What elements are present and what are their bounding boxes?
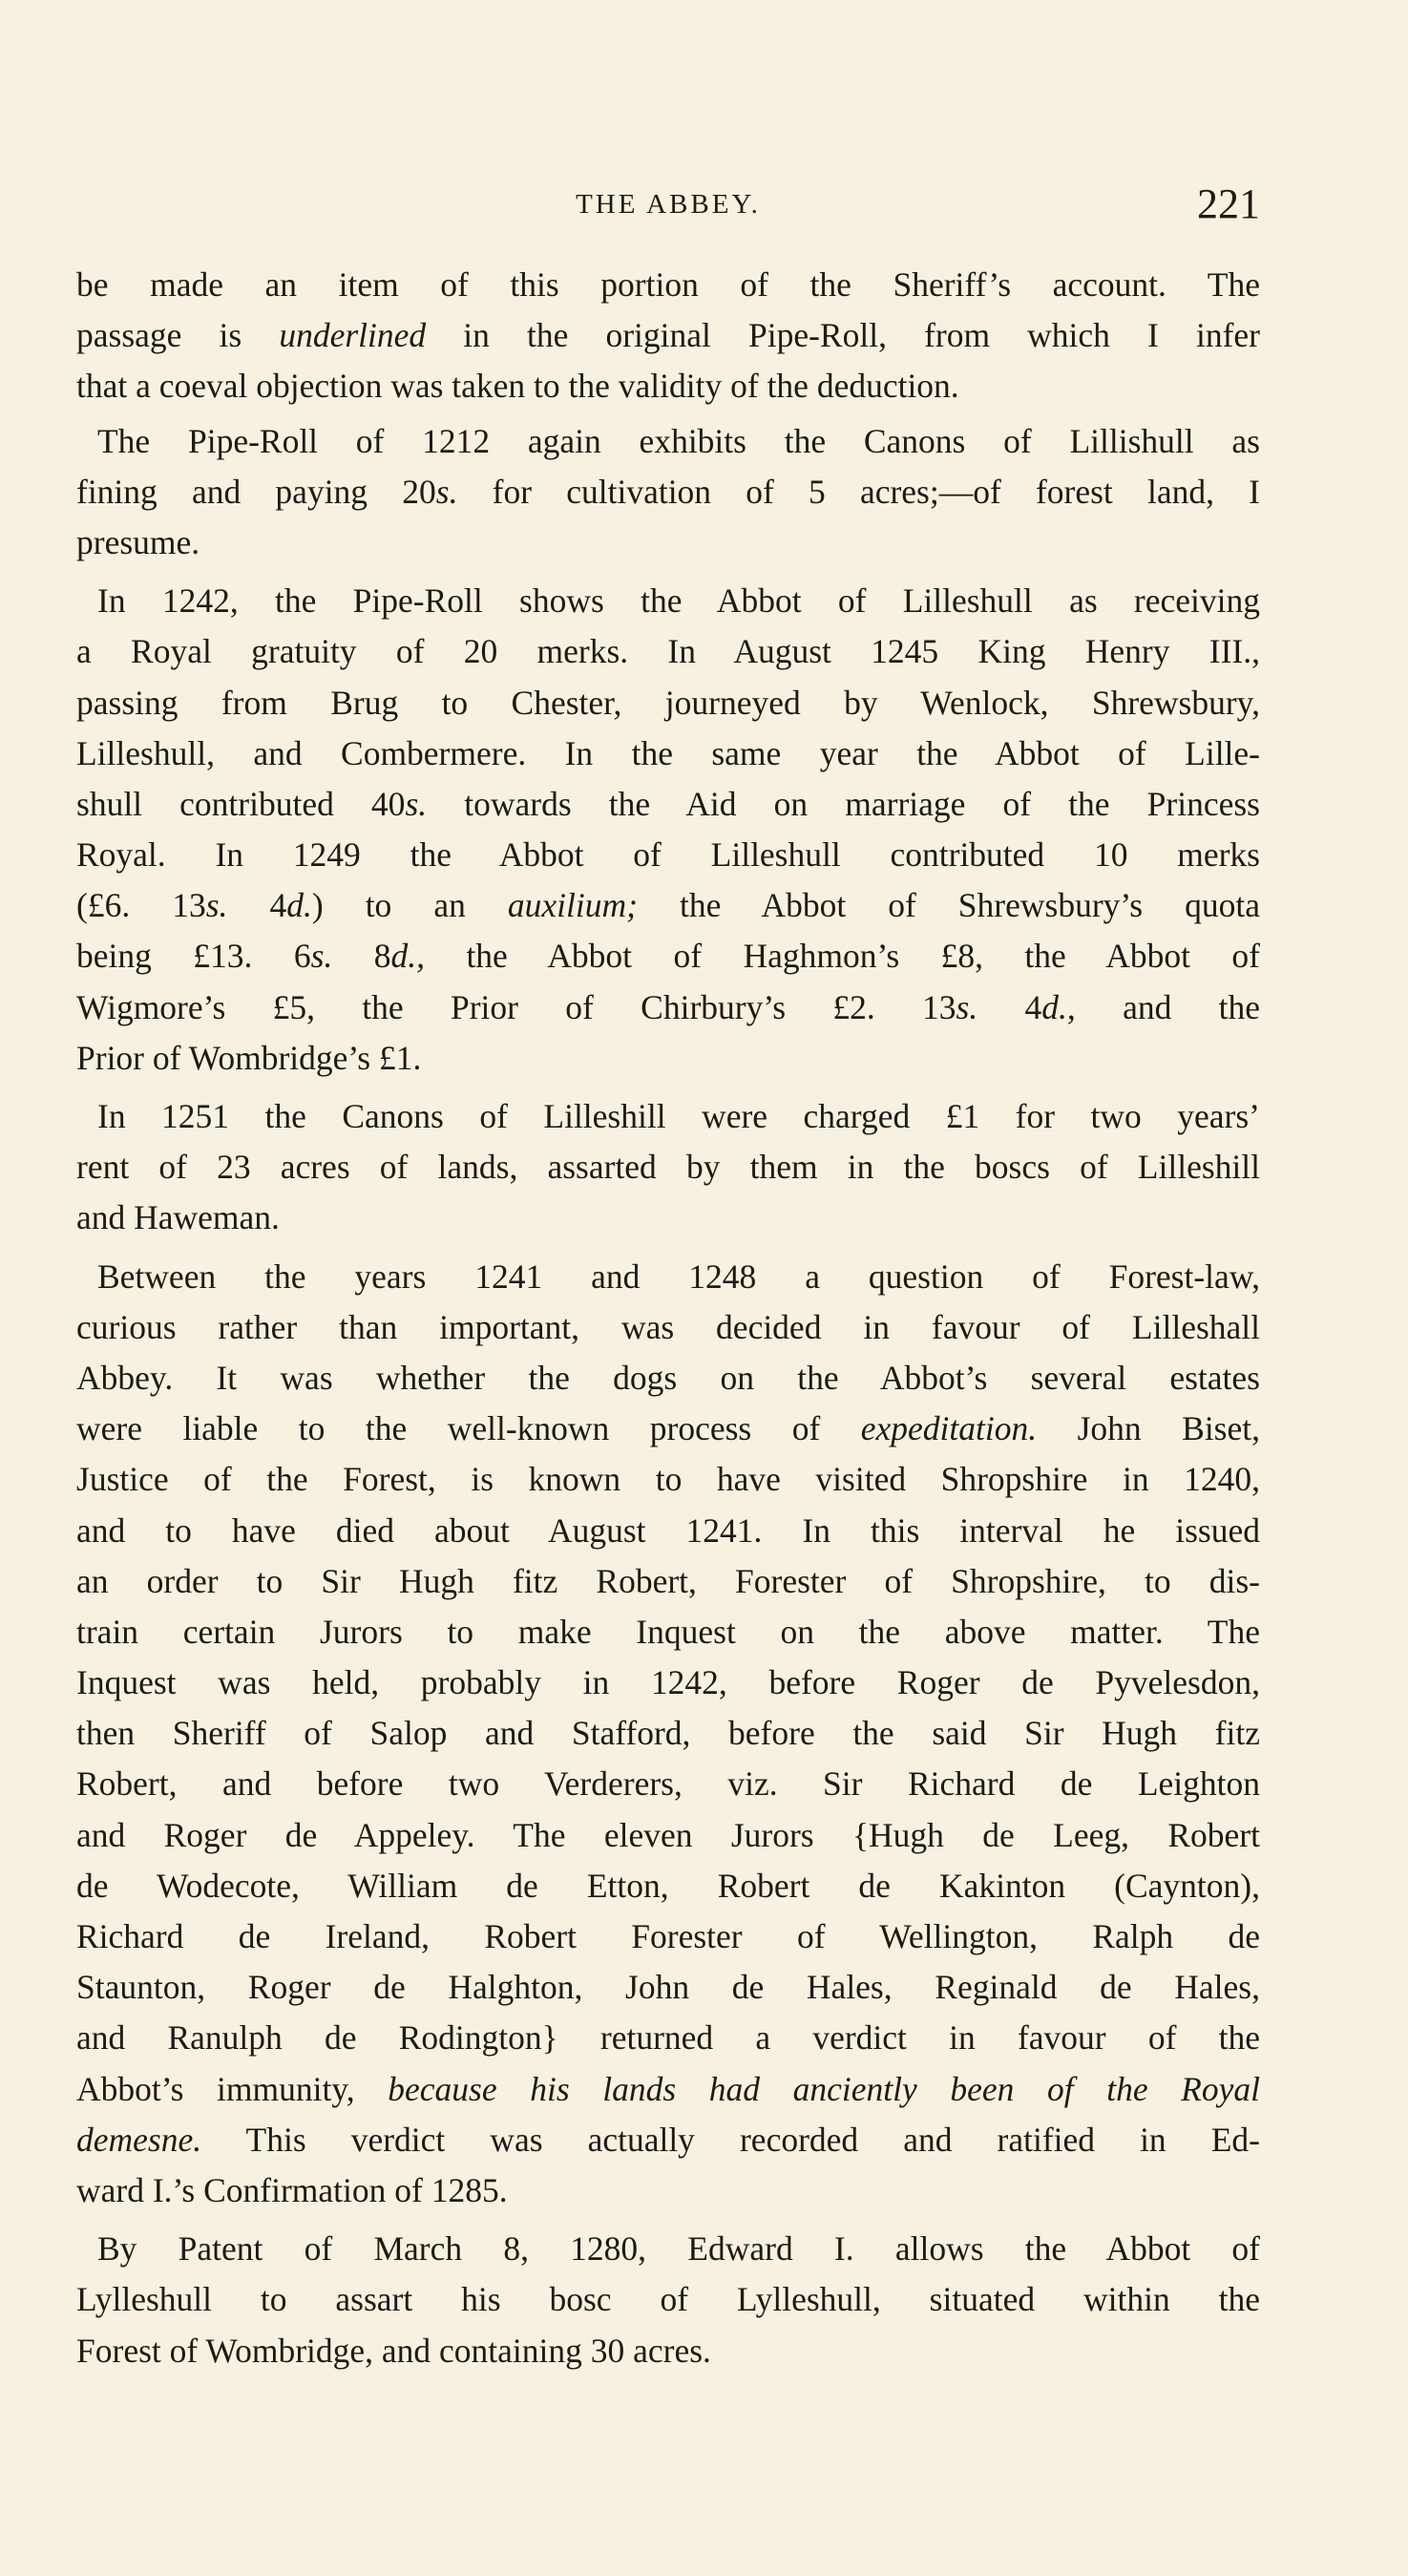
text-line [76,1193,1260,1243]
running-head [76,179,1260,227]
paragraph [76,1252,1260,2217]
text-run: 4 [227,886,287,925]
text-line [76,2224,1260,2274]
text-run: an order to Sir Hugh fitz Robert, Forester of Shropshire, to dis- [76,1561,1260,1600]
text-run: In 1242, the Pipe-Roll shows the Abbot of Lilleshull as receiving [97,581,1260,621]
italic-run: s. [405,784,428,823]
text-line [76,830,1260,880]
text-run: Forest of Wombridge, and containing 30 acres. [76,2331,711,2370]
text-run: being £13. 6 [76,937,311,976]
text-run: fining and paying 20 [76,472,436,511]
text-run: The Pipe-Roll of 1212 again exhibits the Canons of Lillishull as [97,421,1260,460]
text-run: Lilleshull, and Combermere. In the same year the Abbot of Lille- [76,733,1260,772]
text-run: Abbey. It was whether the dogs on the Abbot’s several estates [76,1358,1260,1397]
text-line [76,1302,1260,1353]
text-line [76,982,1260,1033]
text-line [76,1252,1260,1302]
text-run: the Abbot of Haghmon’s £8, the Abbot of [425,937,1261,976]
text-line [76,1911,1260,1962]
text-line [76,1658,1260,1708]
text-line [76,1353,1260,1404]
italic-run: s. [205,886,228,925]
text-line [76,1454,1260,1505]
text-run: 8 [332,937,391,976]
text-line [76,1810,1260,1861]
text-run: (£6. 13 [76,886,206,925]
text-run: then Sheriff of Salop and Stafford, before the said Sir Hugh fitz [76,1714,1260,1753]
text-line [76,931,1260,982]
text-line [76,2326,1260,2376]
paragraph [76,2224,1260,2376]
text-run: ward I.’s Confirmation of 1285. [76,2170,508,2209]
text-run: Richard de Ireland, Robert Forester of Wellington, Ralph de [76,1917,1260,1955]
italic-run: s. [956,987,978,1026]
text-run: for cultivation of 5 acres;—of forest land, I [457,472,1260,511]
text-run: passing from Brug to Chester, journeyed by Wenlock, Shrewsbury, [76,683,1260,722]
text-run: ) to an [311,886,508,925]
text-run: be made an item of this portion of the Sheriff’s account. The [76,265,1260,304]
text-run: and the [1075,987,1260,1026]
text-run: By Patent of March 8, 1280, Edward I. allows the Abbot of [97,2229,1260,2269]
text-line [76,2165,1260,2216]
text-run: and Ranulph de Rodington} returned a verdict in favour of the [76,2018,1260,2058]
text-line [76,1033,1260,1084]
text-run: Staunton, Roger de Halghton, John de Hales, Reginald de Hales, [76,1968,1260,2007]
text-line [76,2274,1260,2325]
text-run: Royal. In 1249 the Abbot of Lilleshull contributed 10 merks [76,835,1260,875]
italic-run: expeditation. [860,1409,1038,1448]
text-run: a Royal gratuity of 20 merks. In August 1245 King Henry III., [76,632,1260,671]
text-run: This verdict was actually recorded and ratified in Ed- [201,2120,1260,2159]
paragraph [76,416,1260,569]
text-line [76,678,1260,728]
text-run: were liable to the well-known process of [76,1409,861,1448]
book-page [76,0,1260,2576]
text-run: Abbot’s immunity, [76,2069,389,2108]
text-run: and Roger de Appeley. The eleven Jurors {Hugh de Leeg, Robert [76,1815,1260,1854]
text-line [76,310,1260,361]
text-line [76,1861,1260,1911]
italic-run: d., [390,937,426,976]
text-run: in the original Pipe-Roll, from which I infer [426,316,1260,355]
text-line [76,1556,1260,1607]
body-text [76,260,1260,2384]
text-line [76,728,1260,779]
text-run: 4 [977,987,1042,1026]
text-run: shull contributed 40 [76,784,406,823]
paragraph [76,1091,1260,1244]
text-line [76,517,1260,568]
text-run: Prior of Wombridge’s £1. [76,1038,422,1077]
paragraph [76,260,1260,412]
text-run: Lylleshull to assart his bosc of Lylleshull, situated within the [76,2280,1260,2319]
text-run: presume. [76,522,200,561]
text-run: John Biset, [1037,1409,1260,1448]
text-line [76,1091,1260,1142]
italic-run: s. [310,937,333,976]
text-line [76,1962,1260,2013]
text-line [76,1708,1260,1759]
text-run: and Haweman. [76,1198,280,1237]
text-line [76,1607,1260,1658]
text-run: Wigmore’s £5, the Prior of Chirbury’s £2. 13 [76,987,956,1026]
page-number: 221 [1197,180,1260,227]
text-line [76,361,1260,412]
text-run: passage is [76,316,280,355]
italic-run: auxilium; [507,886,638,925]
text-run: towards the Aid on marriage of the Princess [427,784,1260,823]
text-run: Justice of the Forest, is known to have visited Shropshire in 1240, [76,1460,1260,1499]
text-line [76,2115,1260,2165]
italic-run: d. [286,886,312,925]
text-line [76,626,1260,677]
text-run: Inquest was held, probably in 1242, before Roger de Pyvelesdon, [76,1663,1260,1702]
text-run: Between the years 1241 and 1248 a question of Forest-law, [97,1256,1260,1296]
text-line [76,1142,1260,1193]
paragraph [76,576,1260,1084]
text-line [76,467,1260,517]
text-run: the Abbot of Shrewsbury’s quota [637,886,1260,925]
italic-run: demesne. [76,2120,202,2159]
text-line [76,416,1260,467]
text-line [76,1404,1260,1454]
text-line [76,1759,1260,1809]
italic-run: d., [1041,987,1076,1026]
text-line [76,260,1260,310]
text-run: and to have died about August 1241. In this interval he issued [76,1510,1260,1550]
text-run: train certain Jurors to make Inquest on the above matter. The [76,1612,1260,1651]
italic-run: because his lands had anciently been of the Royal [388,2069,1260,2108]
text-line [76,880,1260,931]
text-run: Robert, and before two Verderers, viz. Sir Richard de Leighton [76,1764,1260,1804]
italic-run: s. [435,472,458,511]
text-run: de Wodecote, William de Etton, Robert de Kakinton (Caynton), [76,1866,1260,1905]
italic-run: underlined [279,316,427,355]
text-line [76,779,1260,830]
text-line [76,576,1260,626]
text-line [76,2013,1260,2063]
text-line [76,2064,1260,2115]
text-run: that a coeval objection was taken to the validity of the deduction. [76,367,959,406]
text-run: curious rather than important, was decided in favour of Lilleshall [76,1307,1260,1346]
text-line [76,1506,1260,1556]
text-run: rent of 23 acres of lands, assarted by them in the boscs of Lilleshill [76,1148,1260,1187]
text-run: In 1251 the Canons of Lilleshill were charged £1 for two years’ [97,1097,1260,1135]
running-title: THE ABBEY. [576,189,761,220]
